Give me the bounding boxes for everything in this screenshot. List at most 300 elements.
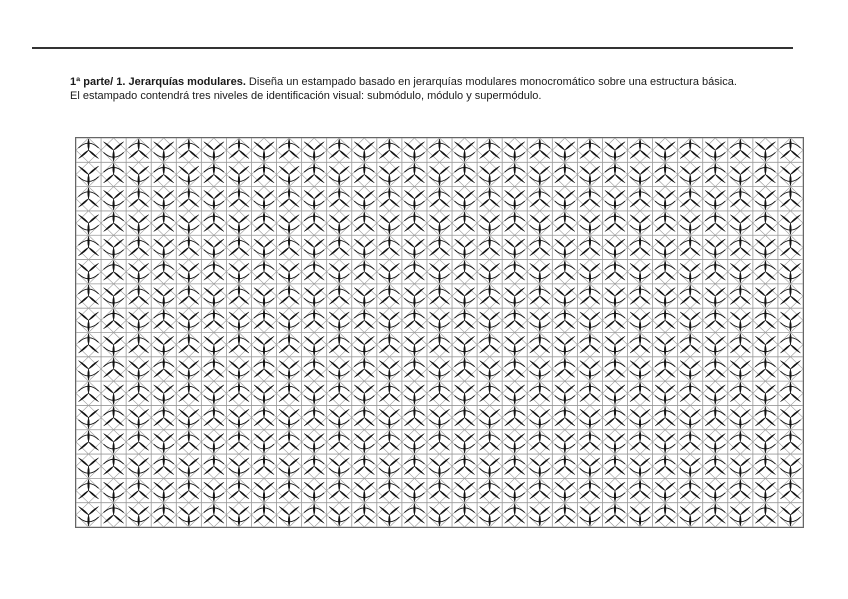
instruction-line-1 [70, 75, 810, 89]
submodule-motif [580, 382, 600, 402]
submodule-motif [655, 239, 675, 259]
submodule-motif [104, 358, 124, 378]
submodule-motif [204, 239, 224, 259]
submodule-motif [480, 409, 500, 429]
submodule-motif [354, 406, 374, 426]
submodule-motif [680, 333, 700, 353]
submodule-motif [730, 188, 750, 208]
submodule-motif [555, 455, 575, 475]
submodule-motif [730, 409, 750, 429]
submodule-motif [505, 163, 525, 183]
submodule-motif [229, 215, 249, 235]
submodule-motif [480, 312, 500, 332]
submodule-motif [154, 309, 174, 329]
submodule-motif [279, 431, 299, 451]
submodule-motif [104, 385, 124, 405]
submodule-motif [78, 506, 98, 526]
submodule-motif [755, 309, 775, 329]
submodule-motif [429, 333, 449, 353]
submodule-motif [429, 236, 449, 256]
submodule-motif [154, 239, 174, 259]
submodule-motif [655, 190, 675, 210]
submodule-motif [154, 261, 174, 281]
submodule-motif [329, 333, 349, 353]
submodule-motif [404, 385, 424, 405]
submodule-motif [154, 482, 174, 502]
submodule-motif [78, 382, 98, 402]
submodule-motif [304, 385, 324, 405]
submodule-motif [480, 285, 500, 305]
submodule-motif [229, 188, 249, 208]
submodule-motif [680, 479, 700, 499]
submodule-motif [755, 239, 775, 259]
submodule-motif [780, 166, 800, 186]
submodule-motif [78, 479, 98, 499]
submodule-motif [329, 409, 349, 429]
submodule-motif [755, 261, 775, 281]
submodule-motif [730, 263, 750, 283]
submodule-motif [279, 506, 299, 526]
submodule-motif [580, 188, 600, 208]
submodule-motif [580, 409, 600, 429]
submodule-motif [530, 166, 550, 186]
submodule-motif [780, 333, 800, 353]
submodule-motif [505, 239, 525, 259]
submodule-motif [630, 263, 650, 283]
submodule-motif [605, 261, 625, 281]
submodule-motif [530, 215, 550, 235]
submodule-motif [455, 434, 475, 454]
submodule-motif [104, 163, 124, 183]
submodule-motif [505, 288, 525, 308]
submodule-motif [480, 506, 500, 526]
submodule-motif [304, 261, 324, 281]
submodule-motif [730, 215, 750, 235]
submodule-motif [104, 406, 124, 426]
submodule-motif [655, 406, 675, 426]
submodule-motif [605, 190, 625, 210]
submodule-motif [229, 361, 249, 381]
submodule-motif [655, 358, 675, 378]
submodule-motif [104, 288, 124, 308]
submodule-motif [605, 482, 625, 502]
submodule-motif [630, 215, 650, 235]
submodule-motif [304, 434, 324, 454]
submodule-motif [179, 312, 199, 332]
submodule-motif [780, 382, 800, 402]
submodule-motif [630, 285, 650, 305]
submodule-motif [404, 406, 424, 426]
submodule-motif [555, 212, 575, 232]
submodule-motif [655, 261, 675, 281]
submodule-motif [229, 333, 249, 353]
submodule-motif [279, 458, 299, 478]
submodule-motif [379, 312, 399, 332]
submodule-motif [680, 431, 700, 451]
submodule-motif [204, 142, 224, 162]
submodule-motif [354, 482, 374, 502]
submodule-motif [455, 239, 475, 259]
submodule-motif [279, 312, 299, 332]
submodule-motif [480, 479, 500, 499]
submodule-motif [379, 139, 399, 159]
submodule-motif [304, 163, 324, 183]
submodule-motif [580, 506, 600, 526]
submodule-motif [204, 288, 224, 308]
submodule-motif [630, 458, 650, 478]
submodule-motif [404, 212, 424, 232]
submodule-motif [204, 261, 224, 281]
submodule-motif [404, 163, 424, 183]
submodule-motif [229, 139, 249, 159]
submodule-motif [680, 139, 700, 159]
submodule-motif [104, 142, 124, 162]
submodule-motif [204, 309, 224, 329]
submodule-motif [505, 455, 525, 475]
submodule-motif [379, 236, 399, 256]
submodule-motif [530, 263, 550, 283]
submodule-motif [680, 458, 700, 478]
submodule-motif [630, 236, 650, 256]
submodule-motif [429, 188, 449, 208]
submodule-motif [555, 190, 575, 210]
submodule-motif [229, 479, 249, 499]
submodule-motif [329, 236, 349, 256]
exercise-title: 1ª parte/ 1. Jerarquías modulares. [70, 76, 246, 88]
submodule-motif [354, 434, 374, 454]
submodule-motif [229, 263, 249, 283]
submodule-motif [530, 188, 550, 208]
submodule-motif [705, 239, 725, 259]
submodule-motif [580, 236, 600, 256]
submodule-motif [354, 142, 374, 162]
submodule-motif [254, 455, 274, 475]
submodule-motif [455, 163, 475, 183]
submodule-motif [455, 385, 475, 405]
submodule-motif [680, 188, 700, 208]
submodule-motif [429, 382, 449, 402]
submodule-motif [154, 406, 174, 426]
submodule-motif [605, 455, 625, 475]
submodule-motif [605, 504, 625, 524]
submodule-motif [179, 285, 199, 305]
submodule-motif [304, 455, 324, 475]
submodule-motif [455, 336, 475, 356]
submodule-motif [605, 336, 625, 356]
submodule-motif [179, 139, 199, 159]
submodule-motif [179, 333, 199, 353]
submodule-motif [605, 434, 625, 454]
submodule-motif [555, 261, 575, 281]
submodule-motif [379, 215, 399, 235]
submodule-motif [555, 482, 575, 502]
submodule-motif [204, 455, 224, 475]
submodule-motif [379, 285, 399, 305]
submodule-motif [780, 458, 800, 478]
submodule-motif [680, 409, 700, 429]
submodule-motif [104, 309, 124, 329]
submodule-motif [304, 336, 324, 356]
submodule-motif [404, 504, 424, 524]
submodule-motif [480, 333, 500, 353]
submodule-motif [229, 236, 249, 256]
submodule-motif [605, 309, 625, 329]
submodule-motif [505, 482, 525, 502]
submodule-motif [254, 504, 274, 524]
submodule-motif [555, 336, 575, 356]
submodule-motif [179, 431, 199, 451]
submodule-motif [354, 163, 374, 183]
submodule-motif [254, 239, 274, 259]
submodule-motif [555, 142, 575, 162]
submodule-motif [555, 163, 575, 183]
submodule-motif [78, 263, 98, 283]
submodule-motif [580, 263, 600, 283]
submodule-motif [279, 263, 299, 283]
submodule-motif [304, 482, 324, 502]
submodule-motif [429, 215, 449, 235]
submodule-motif [129, 285, 149, 305]
submodule-motif [755, 212, 775, 232]
submodule-motif [179, 215, 199, 235]
submodule-motif [304, 358, 324, 378]
submodule-motif [254, 309, 274, 329]
submodule-motif [680, 382, 700, 402]
submodule-motif [254, 261, 274, 281]
submodule-motif [680, 215, 700, 235]
submodule-motif [204, 358, 224, 378]
submodule-motif [480, 263, 500, 283]
submodule-motif [129, 236, 149, 256]
submodule-motif [279, 215, 299, 235]
submodule-motif [204, 482, 224, 502]
submodule-motif [530, 506, 550, 526]
submodule-motif [630, 312, 650, 332]
submodule-motif [580, 166, 600, 186]
submodule-motif [630, 188, 650, 208]
submodule-motif [605, 163, 625, 183]
submodule-motif [505, 212, 525, 232]
submodule-motif [179, 188, 199, 208]
submodule-motif [705, 142, 725, 162]
submodule-motif [630, 166, 650, 186]
submodule-motif [279, 285, 299, 305]
submodule-motif [379, 431, 399, 451]
submodule-motif [655, 212, 675, 232]
submodule-motif [455, 142, 475, 162]
submodule-motif [78, 215, 98, 235]
submodule-motif [204, 163, 224, 183]
submodule-motif [78, 166, 98, 186]
submodule-motif [279, 139, 299, 159]
submodule-motif [755, 288, 775, 308]
submodule-motif [354, 455, 374, 475]
submodule-motif [780, 236, 800, 256]
submodule-motif [154, 504, 174, 524]
submodule-motif [329, 139, 349, 159]
submodule-motif [655, 434, 675, 454]
submodule-motif [154, 358, 174, 378]
submodule-motif [129, 479, 149, 499]
submodule-motif [555, 385, 575, 405]
submodule-motif [780, 263, 800, 283]
submodule-motif [329, 382, 349, 402]
submodule-motif [480, 458, 500, 478]
submodule-motif [154, 190, 174, 210]
submodule-motif [730, 431, 750, 451]
submodule-motif [129, 409, 149, 429]
submodule-motif [730, 236, 750, 256]
submodule-motif [154, 288, 174, 308]
submodule-motif [254, 142, 274, 162]
submodule-motif [204, 406, 224, 426]
submodule-motif [705, 261, 725, 281]
submodule-motif [480, 139, 500, 159]
submodule-motif [630, 409, 650, 429]
submodule-motif [354, 261, 374, 281]
submodule-motif [705, 406, 725, 426]
submodule-motif [78, 458, 98, 478]
submodule-motif [304, 142, 324, 162]
submodule-motif [755, 190, 775, 210]
submodule-motif [455, 358, 475, 378]
submodule-motif [104, 455, 124, 475]
submodule-motif [78, 361, 98, 381]
submodule-motif [455, 504, 475, 524]
submodule-motif [404, 358, 424, 378]
submodule-motif [555, 239, 575, 259]
submodule-motif [705, 455, 725, 475]
submodule-motif [78, 188, 98, 208]
submodule-motif [104, 482, 124, 502]
submodule-motif [179, 458, 199, 478]
submodule-motif [480, 215, 500, 235]
submodule-motif [755, 358, 775, 378]
submodule-motif [329, 431, 349, 451]
submodule-motif [755, 163, 775, 183]
submodule-motif [705, 190, 725, 210]
submodule-motif [329, 479, 349, 499]
submodule-motif [379, 361, 399, 381]
submodule-motif [354, 212, 374, 232]
submodule-motif [129, 139, 149, 159]
submodule-motif [655, 309, 675, 329]
submodule-motif [254, 163, 274, 183]
submodule-motif [480, 166, 500, 186]
modular-pattern-frame [75, 137, 804, 528]
submodule-motif [680, 506, 700, 526]
submodule-motif [455, 288, 475, 308]
submodule-motif [104, 212, 124, 232]
submodule-motif [605, 239, 625, 259]
submodule-motif [104, 504, 124, 524]
submodule-motif [530, 312, 550, 332]
submodule-motif [379, 458, 399, 478]
instruction-line-2: El estampado contendrá tres niveles de identificación visual: submódulo, módulo y supermódulo. [70, 90, 542, 102]
submodule-motif [154, 434, 174, 454]
submodule-motif [279, 361, 299, 381]
submodule-motif [104, 336, 124, 356]
submodule-motif [755, 482, 775, 502]
submodule-motif [304, 504, 324, 524]
submodule-motif [580, 285, 600, 305]
submodule-motif [154, 212, 174, 232]
submodule-motif [229, 506, 249, 526]
submodule-motif [505, 385, 525, 405]
submodule-motif [530, 236, 550, 256]
submodule-motif [204, 212, 224, 232]
submodule-motif [329, 361, 349, 381]
submodule-motif [104, 190, 124, 210]
submodule-motif [429, 285, 449, 305]
submodule-motif [404, 239, 424, 259]
submodule-motif [179, 361, 199, 381]
submodule-motif [129, 166, 149, 186]
submodule-motif [655, 142, 675, 162]
submodule-motif [580, 333, 600, 353]
submodule-motif [279, 382, 299, 402]
submodule-motif [404, 455, 424, 475]
submodule-motif [530, 139, 550, 159]
submodule-motif [129, 333, 149, 353]
submodule-motif [304, 406, 324, 426]
submodule-motif [555, 358, 575, 378]
submodule-motif [730, 333, 750, 353]
submodule-motif [780, 215, 800, 235]
submodule-motif [154, 336, 174, 356]
submodule-motif [279, 188, 299, 208]
submodule-motif [404, 309, 424, 329]
submodule-motif [655, 163, 675, 183]
submodule-motif [78, 285, 98, 305]
submodule-motif [179, 479, 199, 499]
submodule-motif [630, 506, 650, 526]
submodule-motif [129, 263, 149, 283]
submodule-motif [429, 479, 449, 499]
submodule-motif [354, 190, 374, 210]
submodule-motif [655, 336, 675, 356]
submodule-motif [379, 263, 399, 283]
submodule-motif [254, 406, 274, 426]
submodule-motif [705, 212, 725, 232]
submodule-motif [555, 288, 575, 308]
submodule-motif [379, 506, 399, 526]
submodule-motif [229, 166, 249, 186]
submodule-motif [705, 434, 725, 454]
submodule-motif [630, 431, 650, 451]
submodule-motif [730, 479, 750, 499]
submodule-motif [429, 361, 449, 381]
submodule-motif [780, 479, 800, 499]
submodule-motif [780, 506, 800, 526]
submodule-motif [505, 406, 525, 426]
submodule-motif [78, 431, 98, 451]
submodule-motif [580, 431, 600, 451]
submodule-motif [705, 288, 725, 308]
submodule-motif [304, 212, 324, 232]
submodule-motif [379, 409, 399, 429]
submodule-motif [429, 409, 449, 429]
submodule-motif [429, 431, 449, 451]
submodule-motif [78, 312, 98, 332]
submodule-motif [505, 142, 525, 162]
submodule-motif [429, 312, 449, 332]
submodule-motif [329, 188, 349, 208]
submodule-motif [354, 336, 374, 356]
submodule-motif [530, 479, 550, 499]
submodule-motif [254, 434, 274, 454]
submodule-motif [705, 309, 725, 329]
